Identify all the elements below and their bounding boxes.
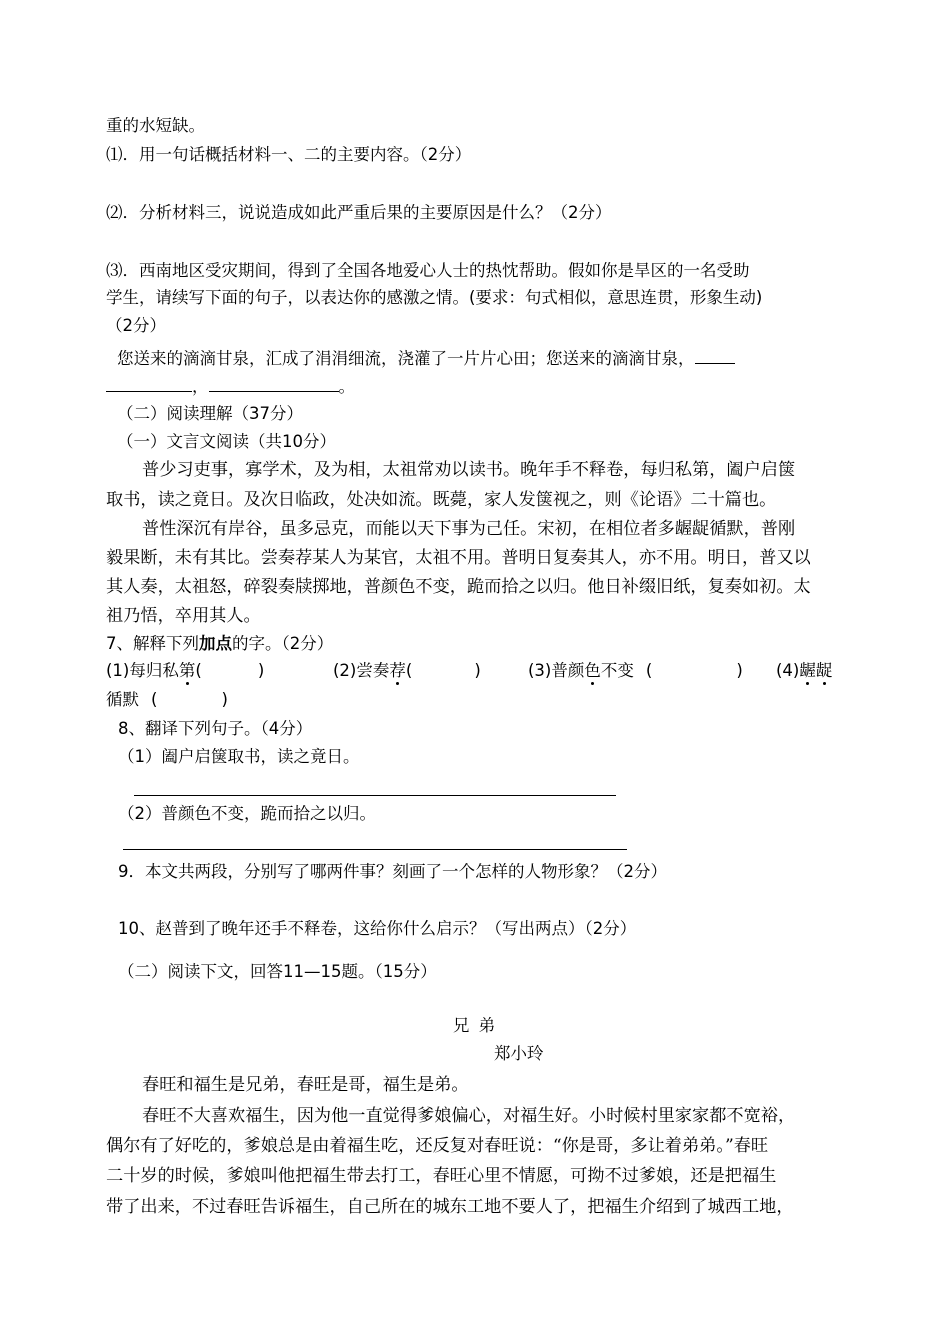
- question-7-bold: 加点: [199, 634, 232, 653]
- question-7-item-2: [333, 660, 481, 682]
- q7-item-4-open: (: [151, 690, 158, 709]
- q7-item-4-dotted-char-2: 龊: [815, 661, 833, 680]
- question-8-sentence-1: （1）阖户启箧取书，读之竟日。: [118, 747, 360, 766]
- question-3-sentence: [117, 345, 735, 370]
- q7-item-1-close: ): [257, 661, 265, 680]
- question-3-sentence-text: 您送来的滴滴甘泉，汇成了涓涓细流，浇灌了一片片心田；您送来的滴滴甘泉，: [117, 349, 695, 368]
- story-title: 兄 弟: [452, 1016, 498, 1035]
- material-tail: 重的水短缺。: [106, 116, 205, 135]
- q7-item-1-dotted-char: 第: [178, 661, 196, 680]
- question-9: 9．本文共两段，分别写了哪两件事？刻画了一个怎样的人物形象？（2分）: [118, 862, 667, 881]
- section-reading-heading: （二）阅读理解（37分）: [117, 404, 303, 423]
- q7-item-2-dotted-char: 荐: [389, 661, 406, 680]
- question-8-sentence-2: （2）普颜色不变，跪而拾之以归。: [118, 804, 376, 823]
- question-3-comma: ，: [192, 377, 209, 396]
- classical-line-2: 取书，读之竟日。及次日临政，处决如流。既薨，家人发箧视之，则《论语》二十篇也。: [106, 490, 777, 510]
- q7-item-1-text: (1)每归私: [106, 661, 179, 680]
- q7-item-4-dotted-char-1: 龌: [799, 661, 816, 680]
- q7-item-2-open: (: [405, 661, 413, 680]
- question-8: 8、翻译下列句子。（4分）: [118, 719, 313, 738]
- question-2: ⑵．分析材料三，说说造成如此严重后果的主要原因是什么？（2分）: [106, 203, 612, 222]
- story-line-3: 偶尔有了好吃的，爹娘总是由着福生吃，还反复对春旺说：“你是哥，多让着弟弟。”春旺: [106, 1136, 769, 1156]
- question-7: [106, 633, 333, 655]
- story-para-1: 春旺和福生是兄弟，春旺是哥，福生是弟。: [142, 1075, 469, 1095]
- classical-line-4: 毅果断，未有其比。尝奏荐某人为某官，太祖不用。普明日复奏其人，亦不用。明日，普又以: [106, 548, 811, 568]
- question-7-item-4-cont: [106, 689, 228, 711]
- q7-item-1-open: (: [195, 661, 202, 680]
- answer-line-8-2[interactable]: [123, 849, 627, 850]
- classical-line-6: 祖乃悟，卒用其人。: [106, 606, 261, 626]
- q7-item-2-text: (2)尝奏: [333, 661, 390, 680]
- question-10: 10、赵普到了晚年还手不释卷，这给你什么启示？（写出两点）（2分）: [118, 919, 637, 938]
- q7-item-4-close: ): [221, 690, 228, 709]
- question-3-score: （2分）: [106, 316, 166, 335]
- story-line-2: 春旺不大喜欢福生，因为他一直觉得爹娘偏心，对福生好。小时候村里家家都不宽裕，: [142, 1106, 796, 1126]
- story-line-4: 二十岁的时候，爹娘叫他把福生带去打工，春旺心里不情愿，可拗不过爹娘，还是把福生: [106, 1166, 777, 1186]
- question-3-line-1: ⑶．西南地区受灾期间，得到了全国各地爱心人士的热忱帮助。假如你是旱区的一名受助: [106, 261, 750, 280]
- q7-item-3-dotted-char: 色: [584, 661, 601, 680]
- q7-item-3-text-after: 不变: [600, 661, 634, 680]
- answer-blank-2[interactable]: [106, 373, 192, 392]
- question-1: ⑴．用一句话概括材料一、二的主要内容。（2分）: [106, 145, 472, 164]
- section-story-heading: （二）阅读下文，回答11—15题。（15分）: [118, 962, 437, 981]
- story-author: 郑小玲: [494, 1044, 544, 1063]
- q7-item-4-text: (4): [776, 661, 800, 680]
- story-line-5: 带了出来，不过春旺告诉福生，自己所在的城东工地不要人了，把福生介绍到了城西工地，: [106, 1197, 794, 1217]
- question-7-item-4: [776, 660, 832, 682]
- answer-blank-1[interactable]: [695, 345, 735, 364]
- section-classical-heading: （一）文言文阅读（共10分）: [117, 432, 336, 451]
- classical-line-1: 普少习吏事，寡学术，及为相，太祖常劝以读书。晚年手不释卷，每归私第，阖户启箧: [142, 460, 796, 480]
- q7-item-3-close: ): [736, 661, 743, 680]
- question-7-item-3: [528, 660, 743, 682]
- question-7-items: [106, 660, 264, 682]
- q7-item-2-close: ): [474, 661, 481, 680]
- question-7-prefix: 7、解释下列: [106, 634, 199, 653]
- question-3-blanks-line: [106, 373, 355, 398]
- classical-line-5: 其人奏，太祖怒，碎裂奏牍掷地，普颜色不变，跪而拾之以归。他日补缀旧纸，复奏如初。太: [106, 577, 811, 597]
- question-7-suffix: 的字。（2分）: [232, 634, 334, 653]
- answer-blank-3[interactable]: [209, 373, 339, 392]
- question-3-line-2: 学生，请续写下面的句子，以表达你的感激之情。(要求：句式相似，意思连贯，形象生动): [106, 288, 763, 307]
- q7-item-3-open: (: [645, 661, 653, 680]
- classical-line-3: 普性深沉有岸谷，虽多忌克，而能以天下事为己任。宋初，在相位者多龌龊循默，普刚: [142, 519, 796, 539]
- answer-line-8-1[interactable]: [134, 795, 616, 796]
- q7-item-3-text: (3)普颜: [528, 661, 585, 680]
- question-3-period: 。: [338, 377, 355, 396]
- q7-item-4-continuation: 循默: [106, 690, 139, 709]
